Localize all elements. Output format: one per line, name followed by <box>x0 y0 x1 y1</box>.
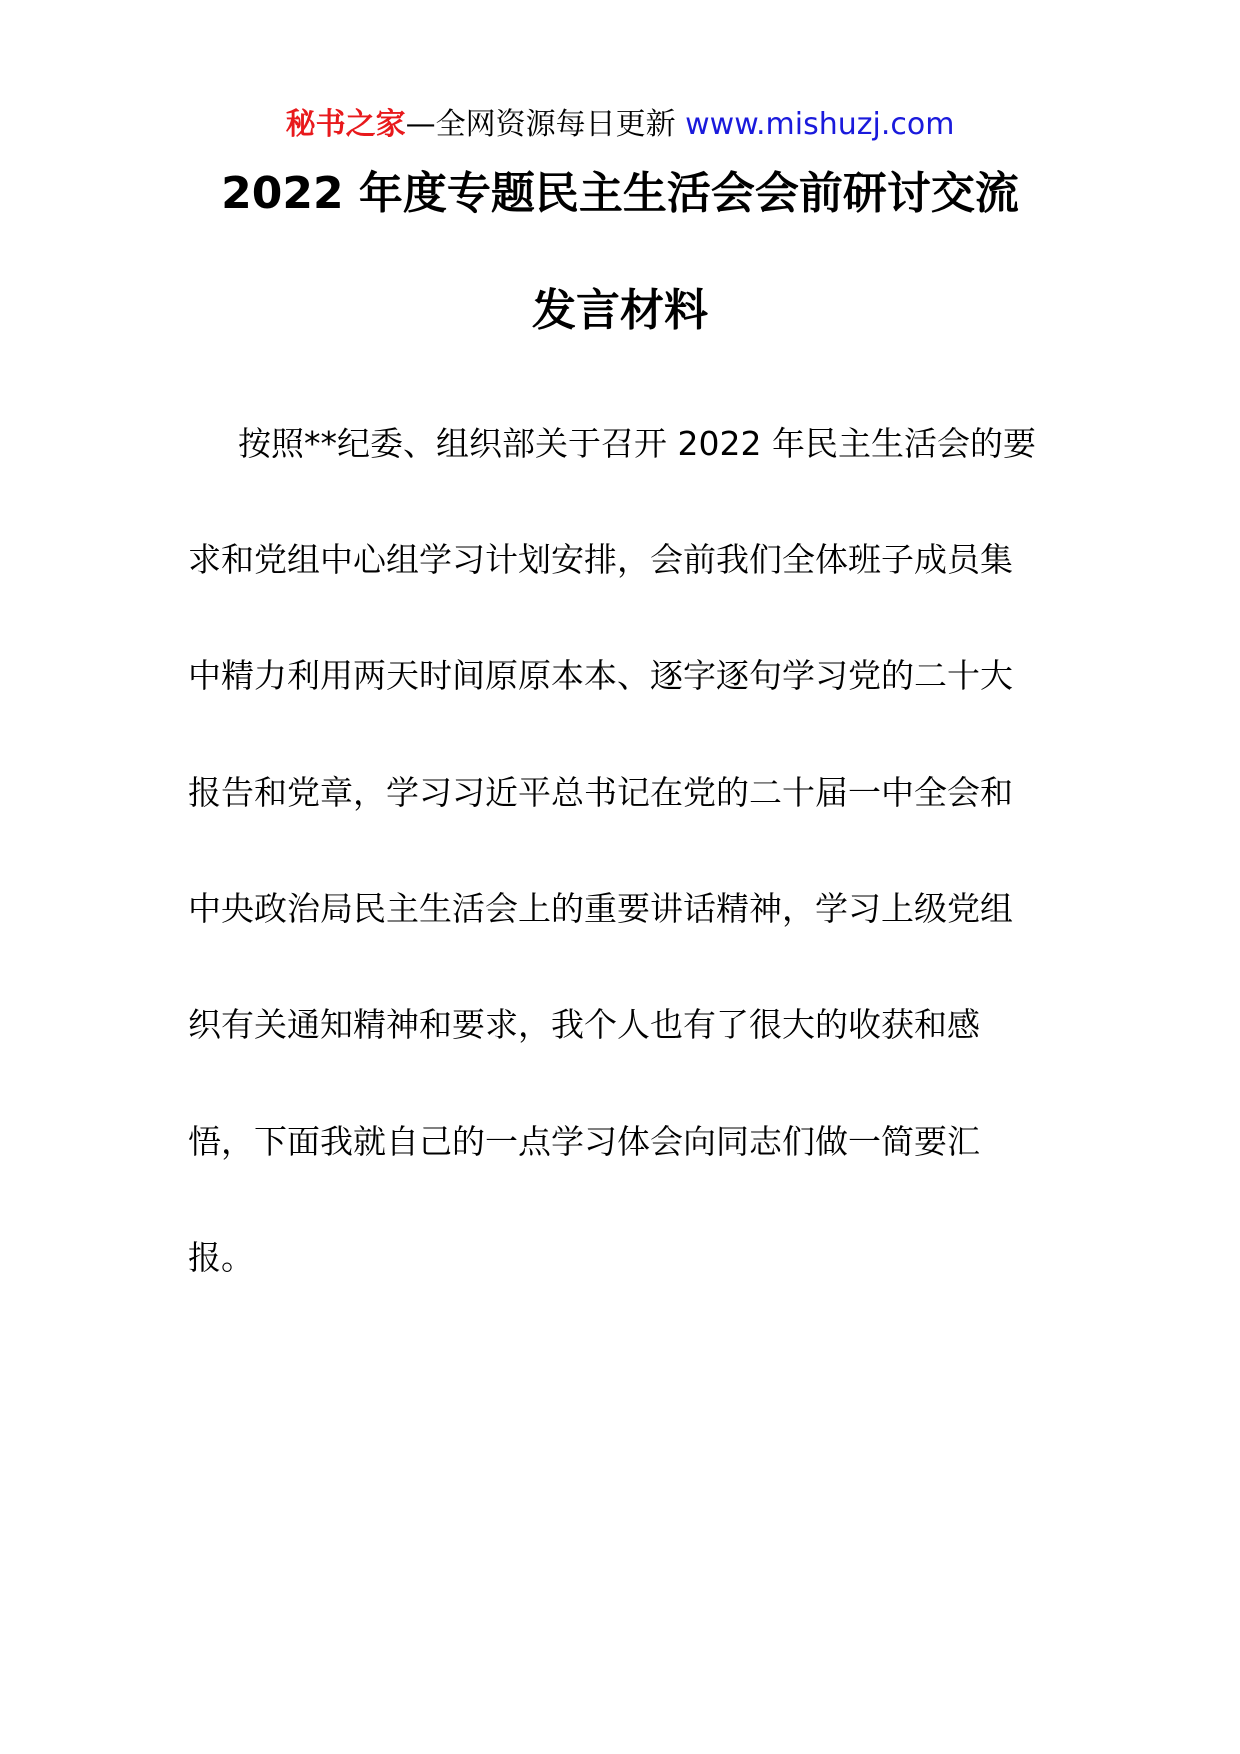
body-line: 报。 <box>188 1238 254 1277</box>
body-line: 中精力利用两天时间原原本本、逐字逐句学习党的二十大 <box>188 656 1013 695</box>
body-line: 中央政治局民主生活会上的重要讲话精神，学习上级党组 <box>188 889 1013 928</box>
body-line: 报告和党章，学习习近平总书记在党的二十届一中全会和 <box>188 773 1013 812</box>
document-title-line-2: 发言材料 <box>532 285 708 336</box>
body-line: 求和党组中心组学习计划安排，会前我们全体班子成员集 <box>188 540 1013 579</box>
body-line: 织有关通知精神和要求，我个人也有了很大的收获和感 <box>188 1005 980 1044</box>
site-tagline: —全网资源每日更新 <box>405 107 686 142</box>
site-header <box>0 103 1240 147</box>
document-title-line-1: 2022 年度专题民主生活会会前研讨交流 <box>221 168 1019 219</box>
body-line: 按照**纪委、组织部关于召开 2022 年民主生活会的要 <box>238 424 1036 463</box>
site-brand: 秘书之家 <box>285 107 406 142</box>
site-url-link[interactable]: www.mishuzj.com <box>685 107 955 142</box>
body-line: 悟，下面我就自己的一点学习体会向同志们做一简要汇 <box>188 1122 980 1161</box>
